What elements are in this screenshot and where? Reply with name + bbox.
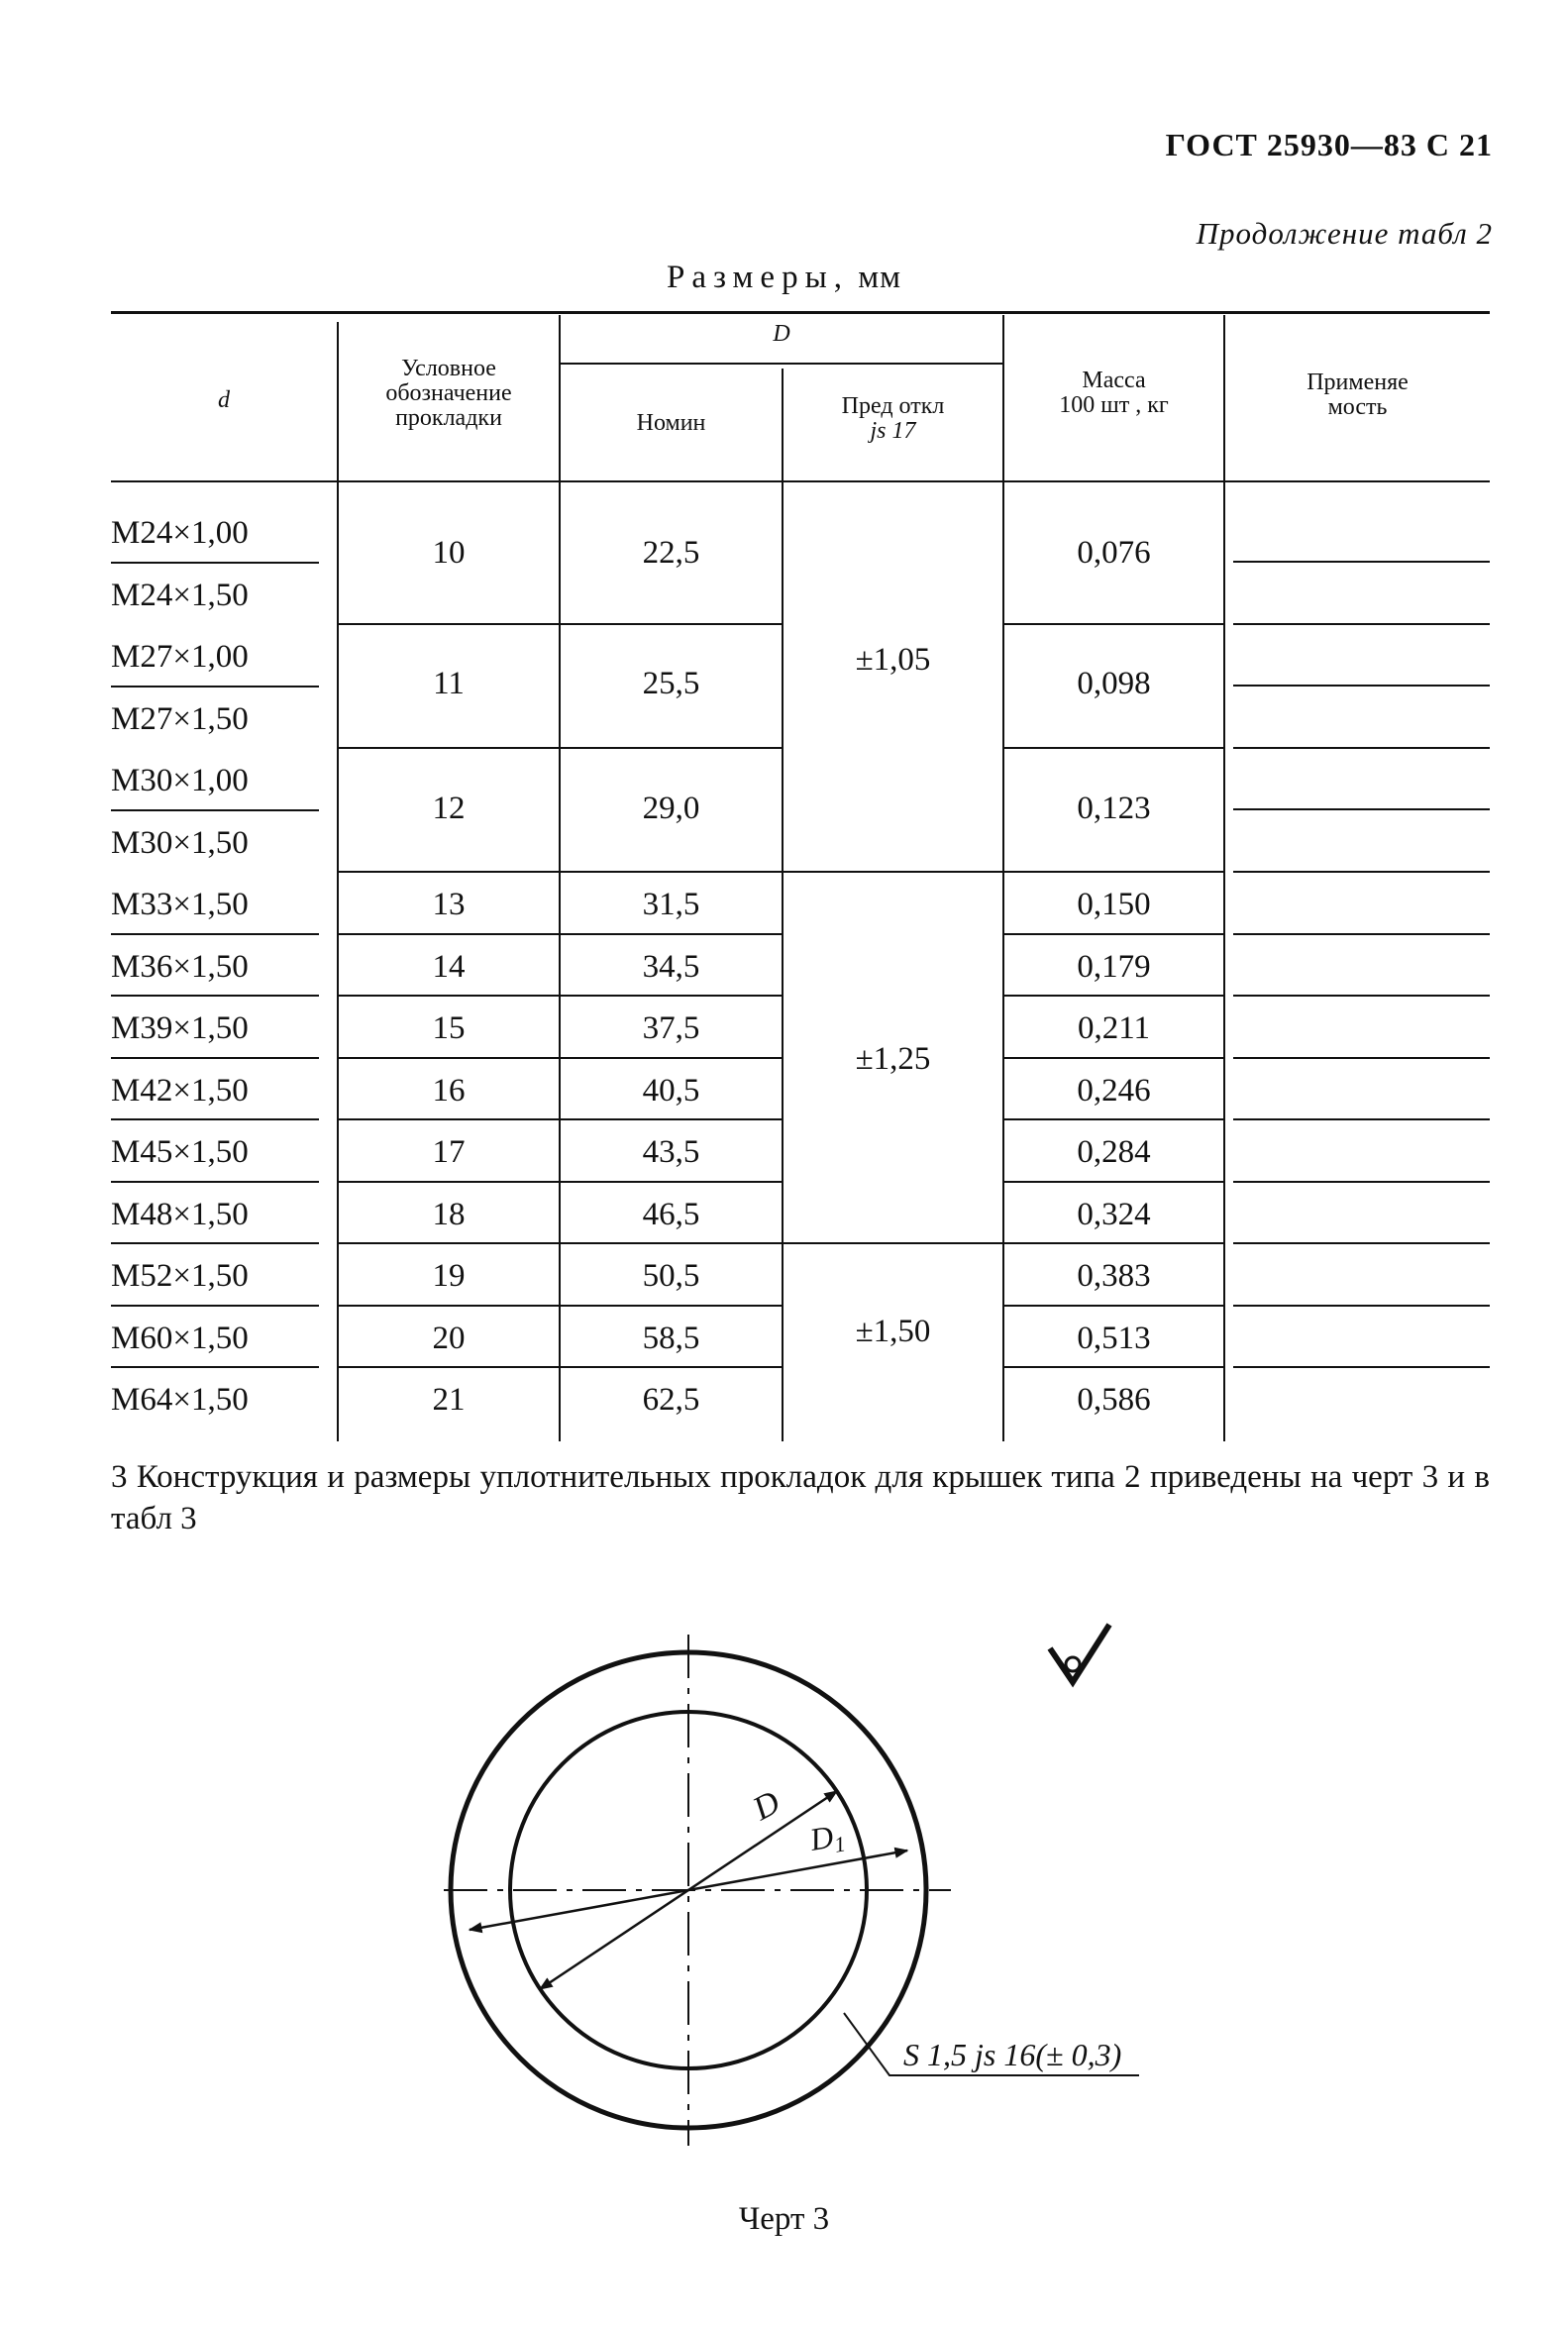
- roughness-check-icon: [1050, 1625, 1109, 1682]
- designation-cell: 19: [432, 1258, 466, 1294]
- designation-cell: 12: [432, 791, 466, 826]
- d-value: M24×1,50: [111, 578, 249, 613]
- designation-cell: 16: [432, 1073, 466, 1109]
- nominal-cell: 29,0: [642, 791, 700, 826]
- d-value: M52×1,50: [111, 1258, 249, 1294]
- mass-cell: 0,076: [1077, 535, 1151, 571]
- d-value: M27×1,50: [111, 701, 249, 737]
- mass-cell: 0,513: [1077, 1321, 1151, 1356]
- deviation-cell: ±1,05: [855, 642, 931, 678]
- mass-cell: 0,284: [1077, 1134, 1151, 1170]
- d-value: M27×1,00: [111, 639, 249, 675]
- label-D1-sub: 1: [832, 1831, 848, 1857]
- deviation-cell: ±1,50: [855, 1314, 931, 1349]
- header-D: D: [773, 321, 790, 347]
- units-unit: мм: [858, 260, 902, 295]
- header-deviation-line-2: js 17: [870, 418, 916, 444]
- header-applicability-line-1: Применяе: [1307, 370, 1409, 395]
- d-value: M45×1,50: [111, 1134, 249, 1170]
- header-deviation-line-1: Пред откл: [841, 393, 945, 419]
- body-paragraph-text: 3 Конструкция и размеры уплотнительных прокладок для крышек типа 2 приведены на черт 3 и в табл 3: [111, 1459, 1490, 1536]
- nominal-cell: 22,5: [642, 535, 700, 571]
- table-continuation: Продолжение табл 2: [1196, 216, 1493, 251]
- nominal-cell: 37,5: [642, 1010, 700, 1046]
- header-designation-line-1: Условное: [401, 356, 496, 381]
- designation-cell: 11: [433, 666, 465, 701]
- designation-cell: 17: [432, 1134, 466, 1170]
- d-value: M60×1,50: [111, 1321, 249, 1356]
- d-value: M48×1,50: [111, 1197, 249, 1232]
- designation-cell: 14: [432, 949, 466, 985]
- mass-cell: 0,246: [1077, 1073, 1151, 1109]
- designation-cell: 18: [432, 1197, 466, 1232]
- d-value: M42×1,50: [111, 1073, 249, 1109]
- nominal-cell: 40,5: [642, 1073, 700, 1109]
- d-value: M30×1,50: [111, 825, 249, 861]
- nominal-cell: 43,5: [642, 1134, 700, 1170]
- nominal-cell: 58,5: [642, 1321, 700, 1356]
- mass-cell: 0,150: [1077, 887, 1151, 922]
- d-value: M30×1,00: [111, 763, 249, 798]
- nominal-cell: 25,5: [642, 666, 700, 701]
- mass-cell: 0,383: [1077, 1258, 1151, 1294]
- designation-cell: 13: [432, 887, 466, 922]
- nominal-cell: 34,5: [642, 949, 700, 985]
- label-D1-main: D: [806, 1818, 836, 1857]
- d-value: M24×1,00: [111, 515, 249, 551]
- designation-cell: 20: [432, 1321, 466, 1356]
- header-nominal: Номин: [636, 410, 706, 436]
- designation-cell: 21: [432, 1382, 466, 1418]
- mass-cell: 0,211: [1077, 1010, 1151, 1046]
- nominal-cell: 31,5: [642, 887, 700, 922]
- d-value: M36×1,50: [111, 949, 249, 985]
- document-header: ГОСТ 25930—83 С 21: [1165, 127, 1493, 162]
- header-designation-line-2: обозначение: [385, 380, 512, 406]
- label-D: D: [747, 1783, 786, 1829]
- header-applicability-line-2: мость: [1327, 394, 1388, 420]
- mass-cell: 0,586: [1077, 1382, 1151, 1418]
- designation-cell: 15: [432, 1010, 466, 1046]
- header-mass-line-2: 100 шт , кг: [1059, 392, 1169, 418]
- deviation-cell: ±1,25: [855, 1041, 931, 1077]
- label-D1: [806, 1817, 848, 1861]
- d-value: M33×1,50: [111, 887, 249, 922]
- header-designation-line-3: прокладки: [395, 405, 502, 431]
- nominal-cell: 62,5: [642, 1382, 700, 1418]
- nominal-cell: 50,5: [642, 1258, 700, 1294]
- d-value: M64×1,50: [111, 1382, 249, 1418]
- units-word: Размеры,: [666, 260, 849, 295]
- mass-cell: 0,324: [1077, 1197, 1151, 1232]
- thickness-label: S 1,5 js 16(± 0,3): [903, 2037, 1122, 2072]
- header-mass-line-1: Масса: [1082, 368, 1146, 393]
- d-value: M39×1,50: [111, 1010, 249, 1046]
- header-d: d: [218, 387, 230, 413]
- designation-cell: 10: [432, 535, 466, 571]
- figure-caption: Черт 3: [738, 2201, 830, 2237]
- mass-cell: 0,123: [1077, 791, 1151, 826]
- mass-cell: 0,179: [1077, 949, 1151, 985]
- mass-cell: 0,098: [1077, 666, 1151, 701]
- nominal-cell: 46,5: [642, 1197, 700, 1232]
